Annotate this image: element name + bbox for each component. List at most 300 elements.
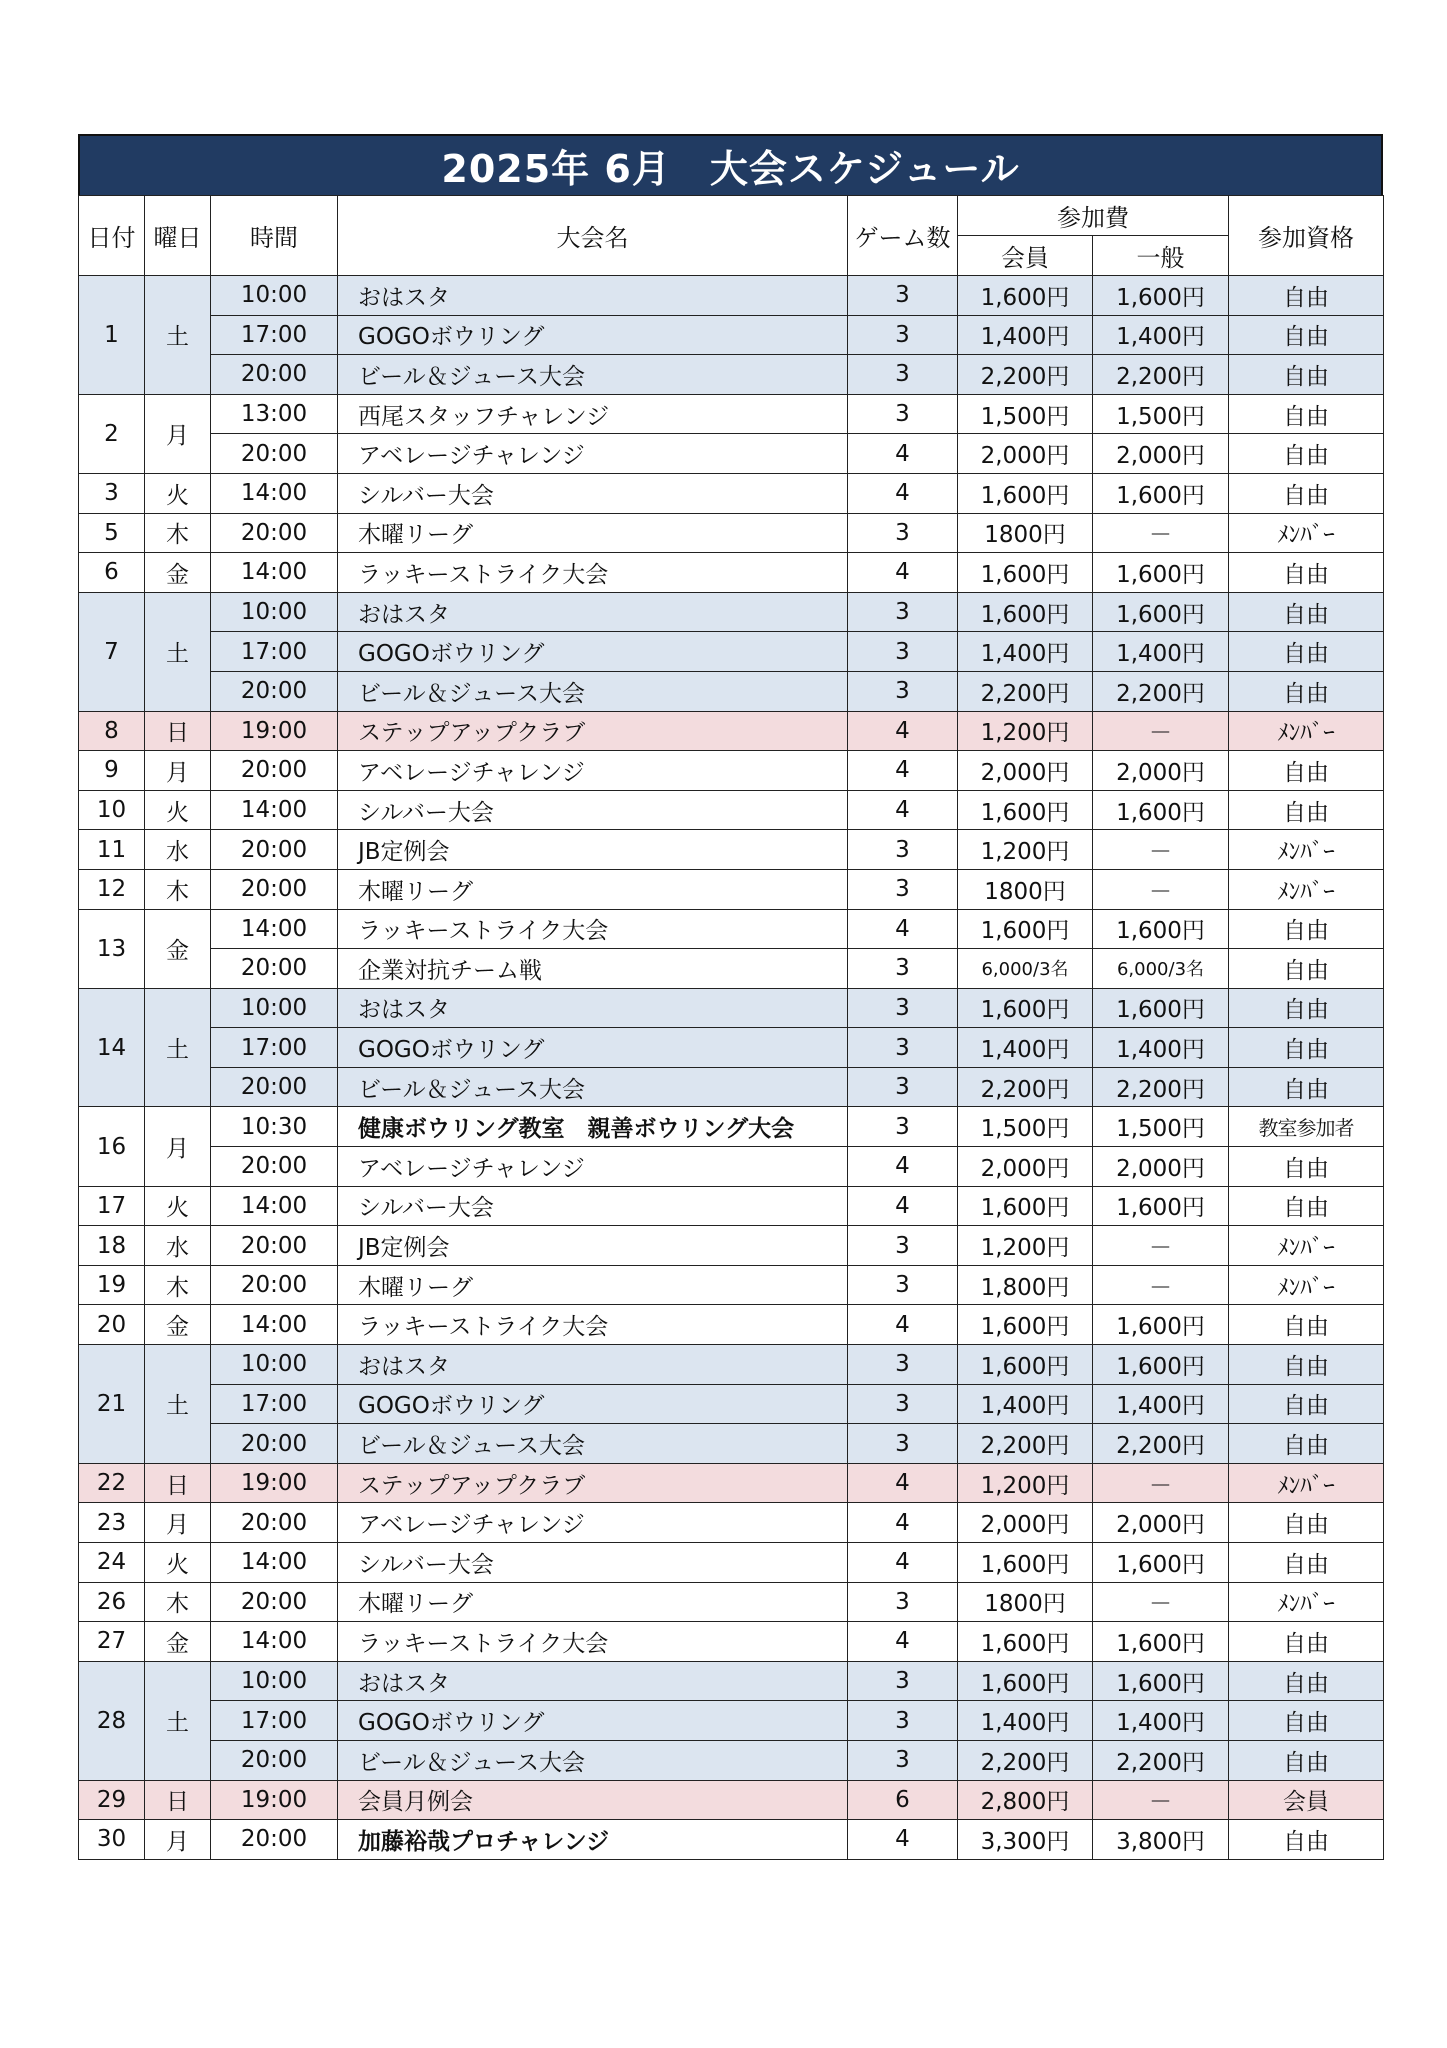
event-name-cell: ビール＆ジュース大会 bbox=[338, 1740, 848, 1780]
fee-general-cell: － bbox=[1093, 1780, 1229, 1820]
event-name-cell: ラッキーストライク大会 bbox=[338, 1622, 848, 1662]
table-row bbox=[79, 592, 1384, 632]
games-cell: 4 bbox=[848, 553, 958, 593]
fee-member-cell: 2,000円 bbox=[958, 1147, 1093, 1187]
fee-member-cell: 1,200円 bbox=[958, 711, 1093, 751]
schedule-body bbox=[79, 276, 1384, 1860]
event-name-cell: GOGOボウリング bbox=[338, 632, 848, 672]
fee-member-cell: 1,600円 bbox=[958, 909, 1093, 949]
fee-general-cell: 1,600円 bbox=[1093, 1543, 1229, 1583]
weekday-cell: 木 bbox=[145, 1582, 211, 1622]
table-row bbox=[79, 1543, 1384, 1583]
event-name-cell: ラッキーストライク大会 bbox=[338, 553, 848, 593]
fee-general-cell: 1,400円 bbox=[1093, 632, 1229, 672]
time-cell: 20:00 bbox=[211, 869, 338, 909]
event-name-cell: GOGOボウリング bbox=[338, 315, 848, 355]
time-cell: 10:00 bbox=[211, 1661, 338, 1701]
eligibility-cell: 自由 bbox=[1229, 315, 1384, 355]
fee-member-cell: 1,400円 bbox=[958, 1701, 1093, 1741]
fee-general-cell: 1,600円 bbox=[1093, 553, 1229, 593]
eligibility-cell: 自由 bbox=[1229, 790, 1384, 830]
time-cell: 14:00 bbox=[211, 1543, 338, 1583]
games-cell: 4 bbox=[848, 473, 958, 513]
header-fee: 参加費 bbox=[958, 196, 1229, 236]
date-cell: 22 bbox=[79, 1463, 145, 1503]
time-cell: 19:00 bbox=[211, 1463, 338, 1503]
eligibility-cell: ﾒﾝﾊﾞｰ bbox=[1229, 1226, 1384, 1266]
fee-general-cell: 1,400円 bbox=[1093, 315, 1229, 355]
fee-general-cell: － bbox=[1093, 830, 1229, 870]
event-name-cell: アベレージチャレンジ bbox=[338, 751, 848, 791]
fee-general-cell: 2,200円 bbox=[1093, 671, 1229, 711]
eligibility-cell: 自由 bbox=[1229, 1186, 1384, 1226]
time-cell: 14:00 bbox=[211, 1186, 338, 1226]
weekday-cell: 木 bbox=[145, 513, 211, 553]
games-cell: 6 bbox=[848, 1780, 958, 1820]
fee-member-cell: 2,000円 bbox=[958, 434, 1093, 474]
date-cell: 17 bbox=[79, 1186, 145, 1226]
games-cell: 3 bbox=[848, 949, 958, 989]
weekday-cell: 月 bbox=[145, 1503, 211, 1543]
table-row bbox=[79, 1067, 1384, 1107]
games-cell: 4 bbox=[848, 790, 958, 830]
fee-member-cell: 1,500円 bbox=[958, 394, 1093, 434]
eligibility-cell: 自由 bbox=[1229, 1345, 1384, 1385]
table-row bbox=[79, 830, 1384, 870]
fee-member-cell: 1,600円 bbox=[958, 1622, 1093, 1662]
table-row bbox=[79, 1107, 1384, 1147]
date-cell: 11 bbox=[79, 830, 145, 870]
eligibility-cell: 自由 bbox=[1229, 1147, 1384, 1187]
date-cell: 16 bbox=[79, 1107, 145, 1186]
weekday-cell: 月 bbox=[145, 751, 211, 791]
time-cell: 20:00 bbox=[211, 751, 338, 791]
time-cell: 10:30 bbox=[211, 1107, 338, 1147]
games-cell: 4 bbox=[848, 751, 958, 791]
eligibility-cell: 自由 bbox=[1229, 1820, 1384, 1860]
fee-general-cell: 2,000円 bbox=[1093, 434, 1229, 474]
event-name-cell: おはスタ bbox=[338, 988, 848, 1028]
time-cell: 10:00 bbox=[211, 276, 338, 316]
fee-member-cell: 1,600円 bbox=[958, 1543, 1093, 1583]
eligibility-cell: 自由 bbox=[1229, 1305, 1384, 1345]
time-cell: 20:00 bbox=[211, 830, 338, 870]
time-cell: 20:00 bbox=[211, 1740, 338, 1780]
fee-member-cell: 1,800円 bbox=[958, 1265, 1093, 1305]
time-cell: 14:00 bbox=[211, 1305, 338, 1345]
table-row bbox=[79, 869, 1384, 909]
fee-member-cell: 2,800円 bbox=[958, 1780, 1093, 1820]
fee-general-cell: 1,600円 bbox=[1093, 988, 1229, 1028]
fee-general-cell: － bbox=[1093, 1226, 1229, 1266]
eligibility-cell: 会員 bbox=[1229, 1780, 1384, 1820]
fee-member-cell: 1,600円 bbox=[958, 276, 1093, 316]
time-cell: 14:00 bbox=[211, 473, 338, 513]
date-cell: 29 bbox=[79, 1780, 145, 1820]
date-cell: 8 bbox=[79, 711, 145, 751]
eligibility-cell: ﾒﾝﾊﾞｰ bbox=[1229, 513, 1384, 553]
weekday-cell: 日 bbox=[145, 1780, 211, 1820]
time-cell: 14:00 bbox=[211, 909, 338, 949]
eligibility-cell: 自由 bbox=[1229, 1028, 1384, 1068]
table-row bbox=[79, 671, 1384, 711]
time-cell: 17:00 bbox=[211, 1701, 338, 1741]
table-row bbox=[79, 1305, 1384, 1345]
event-name-cell: ラッキーストライク大会 bbox=[338, 1305, 848, 1345]
games-cell: 3 bbox=[848, 1740, 958, 1780]
table-row bbox=[79, 751, 1384, 791]
time-cell: 19:00 bbox=[211, 1780, 338, 1820]
weekday-cell: 月 bbox=[145, 1820, 211, 1860]
date-cell: 18 bbox=[79, 1226, 145, 1266]
date-cell: 19 bbox=[79, 1265, 145, 1305]
event-name-cell: おはスタ bbox=[338, 592, 848, 632]
eligibility-cell: 自由 bbox=[1229, 988, 1384, 1028]
schedule-table bbox=[78, 195, 1384, 1860]
games-cell: 3 bbox=[848, 1067, 958, 1107]
eligibility-cell: 自由 bbox=[1229, 1424, 1384, 1464]
games-cell: 3 bbox=[848, 1107, 958, 1147]
games-cell: 3 bbox=[848, 1226, 958, 1266]
eligibility-cell: 自由 bbox=[1229, 632, 1384, 672]
fee-member-cell: 1,600円 bbox=[958, 1661, 1093, 1701]
header-fee-member: 会員 bbox=[958, 236, 1093, 276]
fee-member-cell: 6,000/3名 bbox=[958, 949, 1093, 989]
fee-general-cell: 1,400円 bbox=[1093, 1384, 1229, 1424]
fee-general-cell: － bbox=[1093, 513, 1229, 553]
fee-member-cell: 1,400円 bbox=[958, 1028, 1093, 1068]
fee-general-cell: 3,800円 bbox=[1093, 1820, 1229, 1860]
eligibility-cell: 自由 bbox=[1229, 1384, 1384, 1424]
header-fee-general: 一般 bbox=[1093, 236, 1229, 276]
date-cell: 1 bbox=[79, 276, 145, 395]
games-cell: 3 bbox=[848, 592, 958, 632]
table-row bbox=[79, 1740, 1384, 1780]
games-cell: 4 bbox=[848, 1463, 958, 1503]
time-cell: 20:00 bbox=[211, 1820, 338, 1860]
table-row bbox=[79, 632, 1384, 672]
date-cell: 9 bbox=[79, 751, 145, 791]
fee-member-cell: 1,400円 bbox=[958, 315, 1093, 355]
games-cell: 4 bbox=[848, 711, 958, 751]
fee-member-cell: 1,200円 bbox=[958, 830, 1093, 870]
eligibility-cell: ﾒﾝﾊﾞｰ bbox=[1229, 1265, 1384, 1305]
weekday-cell: 月 bbox=[145, 394, 211, 473]
fee-general-cell: 2,000円 bbox=[1093, 1503, 1229, 1543]
fee-general-cell: 1,400円 bbox=[1093, 1028, 1229, 1068]
fee-general-cell: － bbox=[1093, 1265, 1229, 1305]
event-name-cell: おはスタ bbox=[338, 1345, 848, 1385]
weekday-cell: 土 bbox=[145, 1661, 211, 1780]
fee-general-cell: 1,600円 bbox=[1093, 909, 1229, 949]
date-cell: 7 bbox=[79, 592, 145, 711]
event-name-cell: アベレージチャレンジ bbox=[338, 1147, 848, 1187]
games-cell: 4 bbox=[848, 434, 958, 474]
date-cell: 12 bbox=[79, 869, 145, 909]
games-cell: 3 bbox=[848, 315, 958, 355]
games-cell: 3 bbox=[848, 1661, 958, 1701]
table-row bbox=[79, 1661, 1384, 1701]
games-cell: 4 bbox=[848, 1622, 958, 1662]
eligibility-cell: 教室参加者 bbox=[1229, 1107, 1384, 1147]
fee-general-cell: 1,600円 bbox=[1093, 1186, 1229, 1226]
fee-general-cell: 2,000円 bbox=[1093, 751, 1229, 791]
date-cell: 2 bbox=[79, 394, 145, 473]
event-name-cell: 木曜リーグ bbox=[338, 1265, 848, 1305]
games-cell: 3 bbox=[848, 1384, 958, 1424]
table-row bbox=[79, 1780, 1384, 1820]
event-name-cell: 健康ボウリング教室 親善ボウリング大会 bbox=[338, 1107, 848, 1147]
table-row bbox=[79, 1384, 1384, 1424]
table-row bbox=[79, 1463, 1384, 1503]
fee-general-cell: － bbox=[1093, 1463, 1229, 1503]
fee-member-cell: 1800円 bbox=[958, 513, 1093, 553]
time-cell: 20:00 bbox=[211, 1265, 338, 1305]
weekday-cell: 火 bbox=[145, 473, 211, 513]
event-name-cell: おはスタ bbox=[338, 1661, 848, 1701]
fee-general-cell: － bbox=[1093, 1582, 1229, 1622]
games-cell: 3 bbox=[848, 869, 958, 909]
time-cell: 20:00 bbox=[211, 513, 338, 553]
fee-general-cell: － bbox=[1093, 711, 1229, 751]
event-name-cell: おはスタ bbox=[338, 276, 848, 316]
fee-member-cell: 2,200円 bbox=[958, 1740, 1093, 1780]
fee-general-cell: 6,000/3名 bbox=[1093, 949, 1229, 989]
eligibility-cell: ﾒﾝﾊﾞｰ bbox=[1229, 830, 1384, 870]
weekday-cell: 火 bbox=[145, 1543, 211, 1583]
event-name-cell: アベレージチャレンジ bbox=[338, 1503, 848, 1543]
time-cell: 19:00 bbox=[211, 711, 338, 751]
fee-member-cell: 1,200円 bbox=[958, 1463, 1093, 1503]
table-row bbox=[79, 394, 1384, 434]
event-name-cell: シルバー大会 bbox=[338, 1186, 848, 1226]
fee-member-cell: 1,600円 bbox=[958, 553, 1093, 593]
fee-general-cell: 1,600円 bbox=[1093, 1661, 1229, 1701]
games-cell: 4 bbox=[848, 1186, 958, 1226]
time-cell: 20:00 bbox=[211, 355, 338, 395]
event-name-cell: シルバー大会 bbox=[338, 790, 848, 830]
header-games: ゲーム数 bbox=[848, 196, 958, 276]
games-cell: 4 bbox=[848, 1543, 958, 1583]
time-cell: 20:00 bbox=[211, 1067, 338, 1107]
table-row bbox=[79, 553, 1384, 593]
event-name-cell: ビール＆ジュース大会 bbox=[338, 671, 848, 711]
games-cell: 4 bbox=[848, 909, 958, 949]
time-cell: 17:00 bbox=[211, 1384, 338, 1424]
games-cell: 3 bbox=[848, 1424, 958, 1464]
eligibility-cell: ﾒﾝﾊﾞｰ bbox=[1229, 1463, 1384, 1503]
fee-member-cell: 1,600円 bbox=[958, 1305, 1093, 1345]
table-row bbox=[79, 513, 1384, 553]
fee-general-cell: 2,200円 bbox=[1093, 1740, 1229, 1780]
event-name-cell: 木曜リーグ bbox=[338, 513, 848, 553]
weekday-cell: 火 bbox=[145, 1186, 211, 1226]
table-row bbox=[79, 1622, 1384, 1662]
weekday-cell: 水 bbox=[145, 830, 211, 870]
fee-general-cell: 1,600円 bbox=[1093, 790, 1229, 830]
table-row bbox=[79, 711, 1384, 751]
weekday-cell: 水 bbox=[145, 1226, 211, 1266]
weekday-cell: 金 bbox=[145, 1622, 211, 1662]
date-cell: 3 bbox=[79, 473, 145, 513]
eligibility-cell: ﾒﾝﾊﾞｰ bbox=[1229, 711, 1384, 751]
eligibility-cell: 自由 bbox=[1229, 909, 1384, 949]
eligibility-cell: 自由 bbox=[1229, 1067, 1384, 1107]
time-cell: 17:00 bbox=[211, 315, 338, 355]
weekday-cell: 土 bbox=[145, 592, 211, 711]
table-row bbox=[79, 1265, 1384, 1305]
fee-member-cell: 1,400円 bbox=[958, 1384, 1093, 1424]
time-cell: 20:00 bbox=[211, 1503, 338, 1543]
table-row bbox=[79, 1147, 1384, 1187]
event-name-cell: シルバー大会 bbox=[338, 1543, 848, 1583]
date-cell: 10 bbox=[79, 790, 145, 830]
games-cell: 4 bbox=[848, 1820, 958, 1860]
fee-member-cell: 2,200円 bbox=[958, 355, 1093, 395]
schedule-title: 2025年 6月 大会スケジュール bbox=[78, 134, 1383, 195]
weekday-cell: 日 bbox=[145, 1463, 211, 1503]
eligibility-cell: ﾒﾝﾊﾞｰ bbox=[1229, 869, 1384, 909]
games-cell: 3 bbox=[848, 394, 958, 434]
table-row bbox=[79, 949, 1384, 989]
eligibility-cell: 自由 bbox=[1229, 1622, 1384, 1662]
weekday-cell: 金 bbox=[145, 1305, 211, 1345]
event-name-cell: 企業対抗チーム戦 bbox=[338, 949, 848, 989]
date-cell: 13 bbox=[79, 909, 145, 988]
table-row bbox=[79, 1424, 1384, 1464]
time-cell: 17:00 bbox=[211, 632, 338, 672]
event-name-cell: ステップアップクラブ bbox=[338, 711, 848, 751]
fee-general-cell: 1,600円 bbox=[1093, 276, 1229, 316]
eligibility-cell: 自由 bbox=[1229, 1701, 1384, 1741]
time-cell: 10:00 bbox=[211, 1345, 338, 1385]
time-cell: 17:00 bbox=[211, 1028, 338, 1068]
games-cell: 3 bbox=[848, 1265, 958, 1305]
time-cell: 20:00 bbox=[211, 949, 338, 989]
fee-general-cell: － bbox=[1093, 869, 1229, 909]
games-cell: 4 bbox=[848, 1147, 958, 1187]
time-cell: 20:00 bbox=[211, 1226, 338, 1266]
eligibility-cell: 自由 bbox=[1229, 671, 1384, 711]
header-event-name: 大会名 bbox=[338, 196, 848, 276]
games-cell: 3 bbox=[848, 1701, 958, 1741]
fee-member-cell: 1,600円 bbox=[958, 790, 1093, 830]
table-row bbox=[79, 315, 1384, 355]
games-cell: 4 bbox=[848, 1305, 958, 1345]
weekday-cell: 日 bbox=[145, 711, 211, 751]
games-cell: 3 bbox=[848, 355, 958, 395]
weekday-cell: 金 bbox=[145, 553, 211, 593]
event-name-cell: シルバー大会 bbox=[338, 473, 848, 513]
fee-general-cell: 2,200円 bbox=[1093, 1424, 1229, 1464]
fee-member-cell: 1,600円 bbox=[958, 988, 1093, 1028]
weekday-cell: 月 bbox=[145, 1107, 211, 1186]
weekday-cell: 土 bbox=[145, 276, 211, 395]
weekday-cell: 土 bbox=[145, 988, 211, 1107]
table-row bbox=[79, 1582, 1384, 1622]
fee-general-cell: 2,000円 bbox=[1093, 1147, 1229, 1187]
fee-member-cell: 1,600円 bbox=[958, 592, 1093, 632]
date-cell: 20 bbox=[79, 1305, 145, 1345]
games-cell: 3 bbox=[848, 1345, 958, 1385]
eligibility-cell: 自由 bbox=[1229, 592, 1384, 632]
table-row bbox=[79, 1820, 1384, 1860]
time-cell: 14:00 bbox=[211, 553, 338, 593]
fee-general-cell: 2,200円 bbox=[1093, 355, 1229, 395]
event-name-cell: 西尾スタッフチャレンジ bbox=[338, 394, 848, 434]
date-cell: 14 bbox=[79, 988, 145, 1107]
time-cell: 20:00 bbox=[211, 1582, 338, 1622]
time-cell: 14:00 bbox=[211, 790, 338, 830]
fee-member-cell: 1,500円 bbox=[958, 1107, 1093, 1147]
fee-general-cell: 1,600円 bbox=[1093, 473, 1229, 513]
games-cell: 3 bbox=[848, 671, 958, 711]
fee-member-cell: 1,600円 bbox=[958, 1345, 1093, 1385]
eligibility-cell: 自由 bbox=[1229, 473, 1384, 513]
fee-general-cell: 1,500円 bbox=[1093, 1107, 1229, 1147]
eligibility-cell: 自由 bbox=[1229, 355, 1384, 395]
eligibility-cell: ﾒﾝﾊﾞｰ bbox=[1229, 1582, 1384, 1622]
eligibility-cell: 自由 bbox=[1229, 434, 1384, 474]
table-row bbox=[79, 988, 1384, 1028]
fee-general-cell: 1,600円 bbox=[1093, 592, 1229, 632]
eligibility-cell: 自由 bbox=[1229, 1740, 1384, 1780]
fee-member-cell: 2,200円 bbox=[958, 1424, 1093, 1464]
eligibility-cell: 自由 bbox=[1229, 276, 1384, 316]
event-name-cell: GOGOボウリング bbox=[338, 1384, 848, 1424]
games-cell: 3 bbox=[848, 988, 958, 1028]
table-row bbox=[79, 473, 1384, 513]
fee-member-cell: 2,200円 bbox=[958, 1067, 1093, 1107]
table-row bbox=[79, 1503, 1384, 1543]
fee-member-cell: 2,000円 bbox=[958, 1503, 1093, 1543]
table-row bbox=[79, 1345, 1384, 1385]
event-name-cell: GOGOボウリング bbox=[338, 1028, 848, 1068]
fee-general-cell: 1,600円 bbox=[1093, 1622, 1229, 1662]
fee-member-cell: 1800円 bbox=[958, 1582, 1093, 1622]
table-row bbox=[79, 1028, 1384, 1068]
table-row bbox=[79, 1186, 1384, 1226]
date-cell: 23 bbox=[79, 1503, 145, 1543]
date-cell: 27 bbox=[79, 1622, 145, 1662]
weekday-cell: 木 bbox=[145, 1265, 211, 1305]
fee-general-cell: 2,200円 bbox=[1093, 1067, 1229, 1107]
event-name-cell: 木曜リーグ bbox=[338, 869, 848, 909]
fee-member-cell: 2,000円 bbox=[958, 751, 1093, 791]
games-cell: 3 bbox=[848, 1582, 958, 1622]
fee-member-cell: 1,600円 bbox=[958, 1186, 1093, 1226]
time-cell: 20:00 bbox=[211, 434, 338, 474]
games-cell: 3 bbox=[848, 632, 958, 672]
header-time: 時間 bbox=[211, 196, 338, 276]
header-date: 日付 bbox=[79, 196, 145, 276]
time-cell: 10:00 bbox=[211, 988, 338, 1028]
table-row bbox=[79, 1701, 1384, 1741]
time-cell: 14:00 bbox=[211, 1622, 338, 1662]
weekday-cell: 火 bbox=[145, 790, 211, 830]
date-cell: 30 bbox=[79, 1820, 145, 1860]
fee-general-cell: 1,400円 bbox=[1093, 1701, 1229, 1741]
event-name-cell: アベレージチャレンジ bbox=[338, 434, 848, 474]
event-name-cell: JB定例会 bbox=[338, 1226, 848, 1266]
games-cell: 3 bbox=[848, 276, 958, 316]
games-cell: 3 bbox=[848, 1028, 958, 1068]
date-cell: 26 bbox=[79, 1582, 145, 1622]
games-cell: 3 bbox=[848, 830, 958, 870]
weekday-cell: 金 bbox=[145, 909, 211, 988]
eligibility-cell: 自由 bbox=[1229, 1543, 1384, 1583]
event-name-cell: ビール＆ジュース大会 bbox=[338, 1424, 848, 1464]
